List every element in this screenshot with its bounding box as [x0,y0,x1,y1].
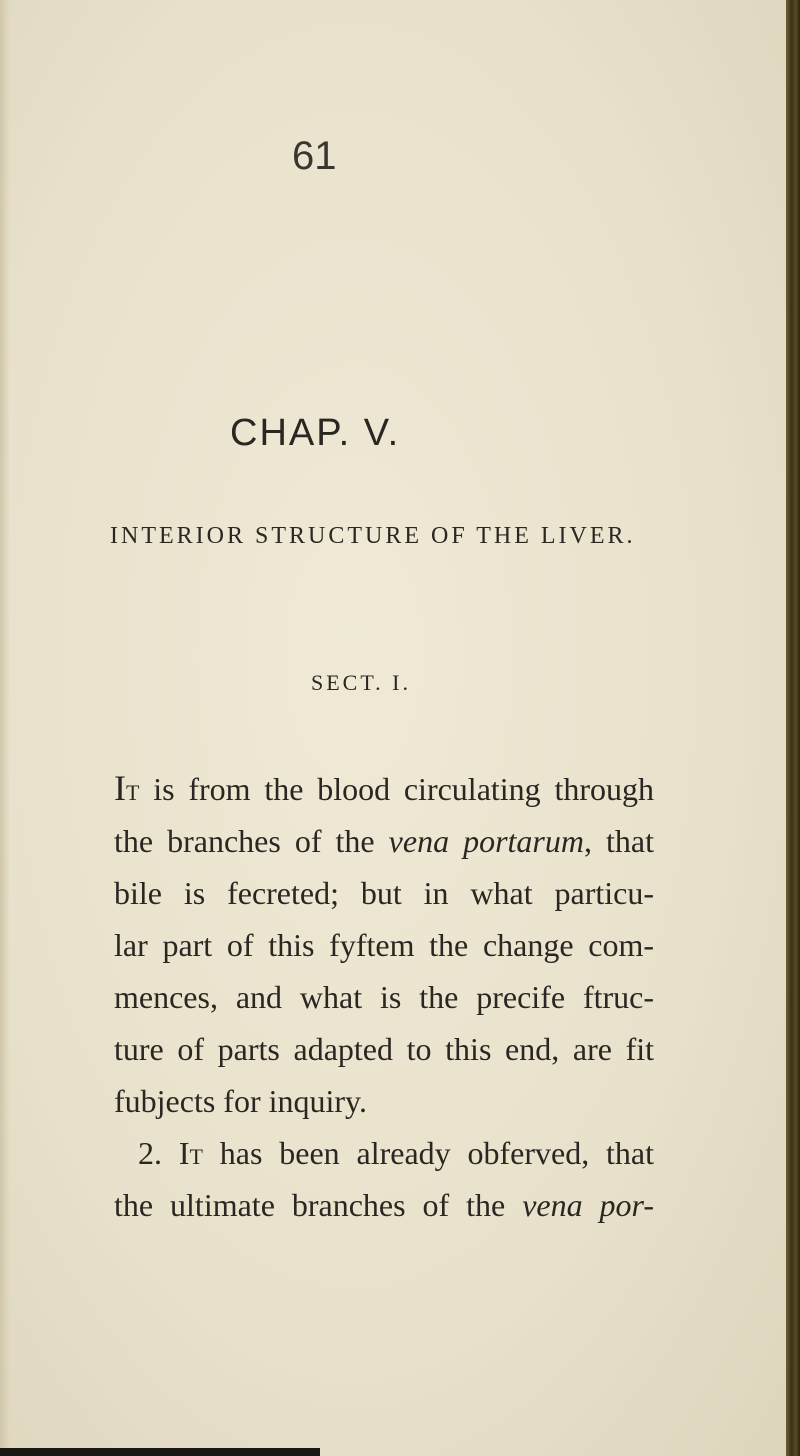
body-text [114,762,654,1231]
text-line: ture of parts adapted to this end, are fit [114,1031,654,1067]
text-fragment: is from the blood circulating through [139,771,654,807]
chapter-title: INTERIOR STRUCTURE OF THE LIVER. [110,523,636,549]
text-line: fubjects for inquiry. [114,1083,367,1119]
text-line [114,762,654,815]
italic-term: vena portarum [388,823,584,859]
drop-initial: I [178,1135,190,1171]
page-gutter-shade [0,0,10,1456]
chapter-heading: CHAP. V. [230,412,401,454]
text-line [114,1179,654,1231]
smallcaps-lead: t [189,1135,203,1171]
section-heading: SECT. I. [311,670,411,695]
bottom-shadow [0,1448,320,1456]
text-fragment: has been already obferved, that [202,1135,654,1171]
text-line: mences, and what is the precife ftruc- [114,979,654,1015]
text-fragment: the branches of the [114,823,389,859]
page-edge [786,0,800,1456]
drop-initial: I [114,768,126,808]
italic-term: vena por- [522,1187,655,1223]
text-fragment: , that [584,823,655,859]
text-line [114,1127,654,1179]
text-fragment: the ultimate branches of the [114,1187,523,1223]
smallcaps-lead: t [126,771,140,807]
text-line: bile is fecreted; but in what particu- [114,875,654,911]
text-line: lar part of this fyftem the change com- [114,927,654,963]
text-line [114,815,654,867]
page-number: 61 [292,134,337,178]
paragraph-number: 2. [138,1135,179,1171]
